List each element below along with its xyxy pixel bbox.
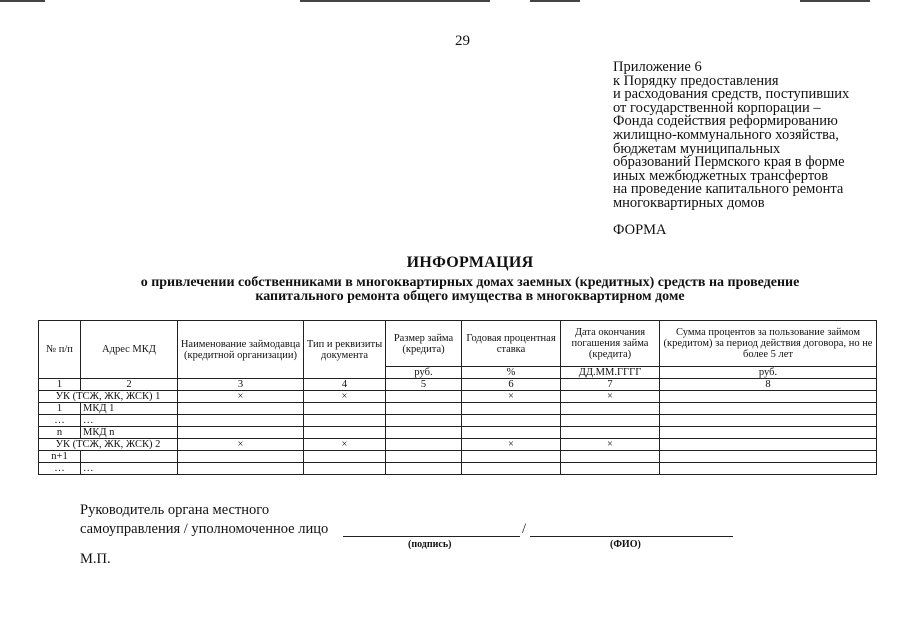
table-row bbox=[39, 403, 877, 415]
column-number: 5 bbox=[386, 379, 462, 391]
column-number: 8 bbox=[660, 379, 877, 391]
table-cell bbox=[178, 427, 304, 439]
subtitle-line: капитального ремонта общего имущества в многоквартирном доме bbox=[255, 288, 685, 304]
column-number: 1 bbox=[39, 379, 81, 391]
table-cell: УК (ТСЖ, ЖК, ЖСК) 2 bbox=[39, 439, 178, 451]
table-cell bbox=[462, 403, 561, 415]
table-cell bbox=[660, 439, 877, 451]
table-cell bbox=[660, 451, 877, 463]
table-cell bbox=[386, 451, 462, 463]
header-cell: Годовая процентная ставка bbox=[462, 321, 561, 367]
appendix-block bbox=[613, 61, 849, 211]
table-row bbox=[39, 451, 877, 463]
table-cell bbox=[178, 463, 304, 475]
header-cell: Сумма процентов за пользование займом (кредитом) за период действия договора, но не более 5 лет bbox=[660, 321, 877, 367]
table-cell: … bbox=[39, 463, 81, 475]
table-cell: … bbox=[81, 463, 178, 475]
signature-line-2: самоуправления / уполномоченное лицо bbox=[80, 521, 329, 537]
table-cell: УК (ТСЖ, ЖК, ЖСК) 1 bbox=[39, 391, 178, 403]
table-cell bbox=[386, 391, 462, 403]
table-row bbox=[39, 415, 877, 427]
page-number: 29 bbox=[455, 33, 470, 49]
scan-artifact bbox=[0, 0, 45, 2]
signature-line-1: Руководитель органа местного bbox=[80, 502, 270, 518]
table-cell: 1 bbox=[39, 403, 81, 415]
stamp-label: М.П. bbox=[80, 551, 111, 567]
table-cell bbox=[462, 427, 561, 439]
subtitle-line: о привлечении собственниками в многоквартирных домах заемных (кредитных) средств на проведение bbox=[140, 275, 800, 290]
header-row bbox=[39, 321, 877, 367]
table-cell bbox=[178, 451, 304, 463]
caption-name: (ФИО) bbox=[610, 539, 641, 550]
table-cell bbox=[304, 415, 386, 427]
appendix-line: на проведение капитального ремонта bbox=[613, 181, 844, 198]
table-cell: × bbox=[561, 439, 660, 451]
appendix-line: жилищно-коммунального хозяйства, bbox=[613, 126, 839, 143]
table-cell: × bbox=[178, 439, 304, 451]
header-cell: Адрес МКД bbox=[81, 321, 178, 379]
column-number: 3 bbox=[178, 379, 304, 391]
header-cell: Наименование займодавца (кредитной организации) bbox=[178, 321, 304, 379]
column-number: 7 bbox=[561, 379, 660, 391]
scan-artifact bbox=[800, 0, 870, 2]
table-cell: МКД 1 bbox=[81, 403, 178, 415]
appendix-line: к Порядку предоставления bbox=[613, 72, 779, 89]
appendix-line: иных межбюджетных трансфертов bbox=[613, 167, 829, 184]
caption-signature: (подпись) bbox=[408, 539, 452, 550]
table-cell bbox=[304, 463, 386, 475]
table-cell: × bbox=[304, 439, 386, 451]
table-cell bbox=[561, 427, 660, 439]
column-number-row bbox=[39, 379, 877, 391]
unit-cell: % bbox=[462, 367, 561, 379]
table-cell bbox=[561, 451, 660, 463]
table-cell bbox=[660, 463, 877, 475]
scan-artifact bbox=[530, 0, 580, 2]
info-table bbox=[38, 320, 877, 475]
table-cell bbox=[561, 403, 660, 415]
appendix-line: многоквартирных домов bbox=[613, 194, 765, 211]
header-cell: Размер займа (кредита) bbox=[386, 321, 462, 367]
appendix-line: Приложение 6 bbox=[613, 59, 702, 75]
table-cell: × bbox=[561, 391, 660, 403]
appendix-line: от государственной корпорации – bbox=[613, 99, 821, 116]
table-cell bbox=[304, 427, 386, 439]
table-cell bbox=[81, 451, 178, 463]
appendix-line: образований Пермского края в форме bbox=[613, 154, 845, 171]
appendix-line: Фонда содействия реформированию bbox=[613, 113, 838, 130]
table-cell bbox=[660, 415, 877, 427]
table-cell: n+1 bbox=[39, 451, 81, 463]
form-label: ФОРМА bbox=[613, 222, 667, 238]
table-cell: МКД n bbox=[81, 427, 178, 439]
unit-cell: руб. bbox=[386, 367, 462, 379]
signature-field[interactable] bbox=[343, 536, 520, 537]
scan-artifact bbox=[300, 0, 490, 2]
unit-cell: руб. bbox=[660, 367, 877, 379]
table-row bbox=[39, 463, 877, 475]
unit-cell: ДД.ММ.ГГГГ bbox=[561, 367, 660, 379]
header-cell: Дата окончания погашения займа (кредита) bbox=[561, 321, 660, 367]
table-cell: … bbox=[81, 415, 178, 427]
column-number: 4 bbox=[304, 379, 386, 391]
table-cell: × bbox=[304, 391, 386, 403]
table-cell bbox=[561, 415, 660, 427]
table-cell: n bbox=[39, 427, 81, 439]
header-cell: № п/п bbox=[39, 321, 81, 379]
column-number: 6 bbox=[462, 379, 561, 391]
table-cell bbox=[561, 463, 660, 475]
table-cell bbox=[660, 391, 877, 403]
header-cell: Тип и реквизиты документа bbox=[304, 321, 386, 379]
appendix-line: и расходования средств, поступивших bbox=[613, 86, 850, 103]
separator-slash: / bbox=[522, 521, 527, 537]
document-title: ИНФОРМАЦИЯ bbox=[406, 254, 534, 271]
table-cell bbox=[660, 427, 877, 439]
group-row bbox=[39, 391, 877, 403]
document-subtitle bbox=[0, 276, 905, 303]
table-cell: × bbox=[178, 391, 304, 403]
table-cell bbox=[386, 415, 462, 427]
table-cell bbox=[660, 403, 877, 415]
table-cell: × bbox=[462, 439, 561, 451]
name-field[interactable] bbox=[530, 536, 733, 537]
table-cell bbox=[462, 415, 561, 427]
table-cell bbox=[178, 415, 304, 427]
table-cell bbox=[178, 403, 304, 415]
table-row bbox=[39, 427, 877, 439]
table-cell bbox=[462, 463, 561, 475]
group-row bbox=[39, 439, 877, 451]
table-cell bbox=[386, 427, 462, 439]
table-cell bbox=[386, 463, 462, 475]
table-cell bbox=[386, 403, 462, 415]
table-cell bbox=[304, 403, 386, 415]
appendix-line: бюджетам муниципальных bbox=[613, 140, 781, 157]
column-number: 2 bbox=[81, 379, 178, 391]
table-cell bbox=[304, 451, 386, 463]
table-cell: … bbox=[39, 415, 81, 427]
table-cell bbox=[462, 451, 561, 463]
table-cell: × bbox=[462, 391, 561, 403]
table-cell bbox=[386, 439, 462, 451]
